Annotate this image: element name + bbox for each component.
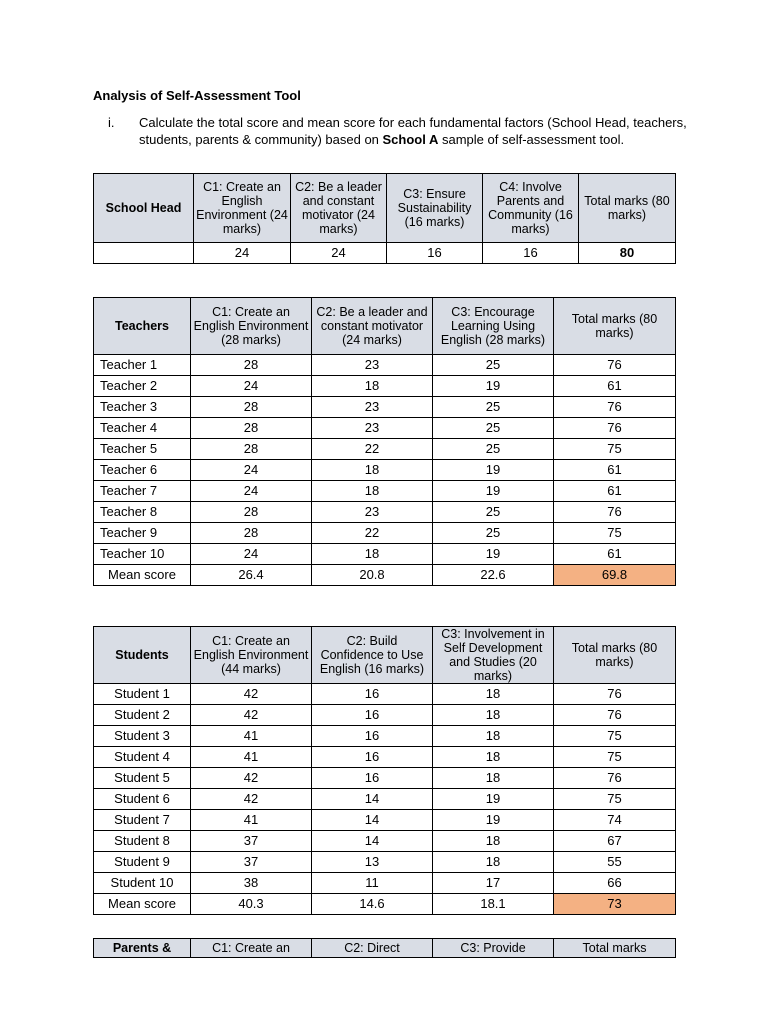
table-cell: 25 [433,523,554,544]
table-cell: 40.3 [191,894,312,915]
row-label: Student 3 [94,726,191,747]
table-row [94,397,676,418]
table-cell: 42 [191,768,312,789]
header-cell: C3: Ensure Sustainability (16 marks) [387,174,483,243]
table-cell: 28 [191,523,312,544]
table-cell: 11 [312,873,433,894]
table-cell: 20.8 [312,565,433,586]
header-cell: Total marks (80 marks) [554,627,676,684]
table-cell: 16 [312,684,433,705]
table-row [94,523,676,544]
table-cell: 18 [433,768,554,789]
table-cell: 18 [312,481,433,502]
table-cell: 16 [387,243,483,264]
table-cell: 24 [194,243,291,264]
table-cell: 19 [433,544,554,565]
table-cell: 14 [312,789,433,810]
header-cell: C1: Create an English Environment (28 marks) [191,298,312,355]
header-cell: C2: Build Confidence to Use English (16 marks) [312,627,433,684]
row-label: Student 1 [94,684,191,705]
table-cell: 76 [554,684,676,705]
table-cell: 76 [554,705,676,726]
row-label: Teacher 4 [94,418,191,439]
row-label: Student 9 [94,852,191,873]
table-cell: 16 [483,243,579,264]
table-cell: 37 [191,831,312,852]
table-row [94,243,676,264]
table-cell: 14 [312,831,433,852]
table-cell: 18.1 [433,894,554,915]
table-cell: 38 [191,873,312,894]
table-row [94,439,676,460]
mean-score-row [94,565,676,586]
table-cell: 75 [554,726,676,747]
table-cell: 16 [312,747,433,768]
table-cell: 16 [312,768,433,789]
table-cell: 23 [312,418,433,439]
table-cell: 18 [433,726,554,747]
mean-score-label: Mean score [94,894,191,915]
table-cell: 42 [191,789,312,810]
table-cell: 67 [554,831,676,852]
row-label: Teacher 6 [94,460,191,481]
row-label: Teacher 8 [94,502,191,523]
table-row [94,726,676,747]
table-cell: 25 [433,397,554,418]
teachers-table [93,297,676,586]
header-cell: C2: Be a leader and constant motivator (24 marks) [291,174,387,243]
instruction-text [139,114,687,148]
table-row [94,705,676,726]
table-row [94,355,676,376]
table-row [94,684,676,705]
table-cell: 66 [554,873,676,894]
total-cell: 80 [579,243,676,264]
row-label: Teacher 2 [94,376,191,397]
table-cell: 23 [312,502,433,523]
table-cell: 24 [191,481,312,502]
table-cell: 28 [191,418,312,439]
row-label: Student 8 [94,831,191,852]
table-row [94,789,676,810]
row-label: Student 5 [94,768,191,789]
table-cell: 76 [554,397,676,418]
row-label: Student 7 [94,810,191,831]
row-label: Student 2 [94,705,191,726]
table-cell: 75 [554,789,676,810]
table-cell: 76 [554,418,676,439]
table-cell: 26.4 [191,565,312,586]
table-cell: 19 [433,481,554,502]
table-cell: 61 [554,544,676,565]
table-cell: 23 [312,397,433,418]
parents-table [93,938,676,958]
table-cell: 25 [433,502,554,523]
item-number: i. [108,115,115,130]
table-cell: 17 [433,873,554,894]
row-label: Teacher 1 [94,355,191,376]
row-label: Student 10 [94,873,191,894]
header-cell: Total marks (80 marks) [554,298,676,355]
table-cell [94,243,194,264]
table-cell: 18 [312,460,433,481]
table-cell: 28 [191,439,312,460]
table-cell: 76 [554,355,676,376]
parents-title: Parents & [94,939,191,958]
instruction-text-before: Calculate the total score and mean score for each fundamental factors (School Head, teachers, students, parents & community) based on [139,115,687,147]
table-cell: 24 [191,544,312,565]
table-cell: 16 [312,726,433,747]
row-label: Teacher 10 [94,544,191,565]
table-cell: 61 [554,460,676,481]
header-cell: C1: Create an English Environment (24 marks) [194,174,291,243]
table-cell: 14 [312,810,433,831]
table-cell: 61 [554,481,676,502]
header-cell: C1: Create an English Environment (44 marks) [191,627,312,684]
table-cell: 24 [291,243,387,264]
table-cell: 28 [191,502,312,523]
table-row [94,376,676,397]
teachers-body [94,355,676,565]
page-heading: Analysis of Self-Assessment Tool [93,88,301,103]
mean-score-label: Mean score [94,565,191,586]
school-head-title: School Head [94,174,194,243]
row-label: Teacher 7 [94,481,191,502]
table-cell: 41 [191,747,312,768]
mean-total-cell: 69.8 [554,565,676,586]
row-label: Student 4 [94,747,191,768]
table-cell: 19 [433,460,554,481]
header-cell: Total marks (80 marks) [579,174,676,243]
table-row [94,460,676,481]
table-cell: 25 [433,418,554,439]
table-cell: 42 [191,705,312,726]
table-cell: 28 [191,355,312,376]
table-cell: 28 [191,397,312,418]
header-cell: Total marks [554,939,676,958]
table-cell: 42 [191,684,312,705]
table-cell: 55 [554,852,676,873]
table-cell: 18 [312,376,433,397]
table-cell: 25 [433,355,554,376]
header-cell: C3: Provide [433,939,554,958]
table-cell: 22 [312,523,433,544]
header-cell: C3: Encourage Learning Using English (28 marks) [433,298,554,355]
table-cell: 25 [433,439,554,460]
table-cell: 61 [554,376,676,397]
table-cell: 18 [433,831,554,852]
table-cell: 18 [312,544,433,565]
row-label: Teacher 9 [94,523,191,544]
table-row [94,544,676,565]
table-cell: 22.6 [433,565,554,586]
table-row [94,481,676,502]
table-cell: 75 [554,747,676,768]
table-cell: 18 [433,705,554,726]
instruction-text-bold: School A [382,132,439,147]
table-row [94,852,676,873]
table-cell: 24 [191,376,312,397]
table-row [94,873,676,894]
table-cell: 16 [312,705,433,726]
mean-score-row [94,894,676,915]
table-cell: 24 [191,460,312,481]
header-cell: C2: Be a leader and constant motivator (24 marks) [312,298,433,355]
table-cell: 19 [433,810,554,831]
table-cell: 14.6 [312,894,433,915]
table-cell: 76 [554,502,676,523]
header-cell: C4: Involve Parents and Community (16 marks) [483,174,579,243]
table-row [94,831,676,852]
table-cell: 18 [433,747,554,768]
table-cell: 75 [554,439,676,460]
header-cell: C1: Create an [191,939,312,958]
table-cell: 18 [433,852,554,873]
table-row [94,810,676,831]
table-cell: 19 [433,789,554,810]
students-table [93,626,676,915]
table-cell: 13 [312,852,433,873]
table-row [94,502,676,523]
teachers-title: Teachers [94,298,191,355]
students-title: Students [94,627,191,684]
school-head-table [93,173,676,264]
table-cell: 37 [191,852,312,873]
table-cell: 41 [191,726,312,747]
header-cell: C3: Involvement in Self Development and Studies (20 marks) [433,627,554,684]
table-cell: 41 [191,810,312,831]
table-row [94,418,676,439]
table-row [94,768,676,789]
table-cell: 19 [433,376,554,397]
instruction-text-after: sample of self-assessment tool. [438,132,625,147]
table-row [94,747,676,768]
table-cell: 18 [433,684,554,705]
row-label: Teacher 3 [94,397,191,418]
row-label: Teacher 5 [94,439,191,460]
table-cell: 22 [312,439,433,460]
header-cell: C2: Direct [312,939,433,958]
table-cell: 23 [312,355,433,376]
mean-total-cell: 73 [554,894,676,915]
row-label: Student 6 [94,789,191,810]
table-cell: 74 [554,810,676,831]
table-cell: 76 [554,768,676,789]
table-cell: 75 [554,523,676,544]
students-body [94,684,676,894]
